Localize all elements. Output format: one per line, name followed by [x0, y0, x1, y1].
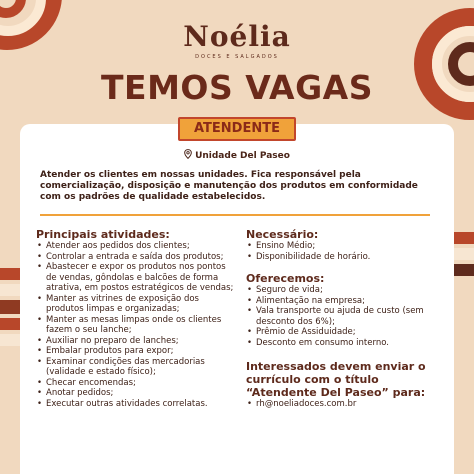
list-item: • Ensino Médio;	[246, 241, 446, 252]
list-item: • Embalar produtos para expor;	[36, 346, 236, 357]
list-item: • Executar outras atividades correlatas.	[36, 399, 236, 410]
brand-name: Noélia	[183, 20, 291, 53]
requirements-title: Necessário:	[246, 228, 319, 241]
requirements-list	[246, 241, 446, 262]
list-item: • Anotar pedidos;	[36, 388, 236, 399]
decorative-stripe	[0, 300, 22, 314]
location	[0, 149, 474, 161]
decorative-stripe	[454, 248, 474, 260]
location-pin-icon	[184, 149, 192, 159]
apply-contact-list	[246, 399, 446, 410]
section-divider	[40, 214, 430, 216]
list-item: • Abastecer e expor os produtos nos pontos de vendas, gôndolas e balcões de forma atrativa, em postos estratégicos de vendas;	[36, 262, 236, 294]
right-column	[246, 228, 446, 410]
list-item: • Disponibilidade de horário.	[246, 252, 446, 263]
list-item: • Checar encomendas;	[36, 378, 236, 389]
brand-logo	[0, 20, 474, 60]
list-item: • Seguro de vida;	[246, 285, 446, 296]
decorative-stripe	[0, 284, 22, 296]
list-item: • Atender aos pedidos dos clientes;	[36, 241, 236, 252]
list-item: • Examinar condições das mercadorias (validade e estado físico);	[36, 357, 236, 378]
decorative-stripe	[0, 268, 22, 280]
activities-section	[36, 228, 236, 409]
decorative-stripe	[454, 264, 474, 276]
headline: TEMOS VAGAS	[101, 68, 373, 107]
list-item: • Manter as vitrines de exposição dos produtos limpas e organizadas;	[36, 294, 236, 315]
activities-list	[36, 241, 236, 409]
list-item: • Auxiliar no preparo de lanches;	[36, 336, 236, 347]
activities-title: Principais atividades:	[36, 228, 170, 241]
apply-email[interactable]: • rh@noeliadoces.com.br	[246, 399, 446, 410]
brand-tagline: DOCES E SALGADOS	[195, 54, 279, 60]
decorative-stripe	[0, 334, 22, 346]
decorative-stripe	[0, 318, 22, 330]
offers-title: Oferecemos:	[246, 272, 325, 285]
list-item: • Alimentação na empresa;	[246, 296, 446, 307]
list-item: • Desconto em consumo interno.	[246, 338, 446, 349]
job-description: Atender os clientes em nossas unidades. Fica responsável pela comercialização, disposição e manutenção dos produtos em conformidade com os padrões de qualidade estabelecidos.	[40, 170, 418, 202]
list-item: • Controlar a entrada e saída dos produtos;	[36, 252, 236, 263]
list-item: • Vala transporte ou ajuda de custo (sem desconto dos 6%);	[246, 306, 446, 327]
decorative-stripe	[454, 232, 474, 244]
position-badge: ATENDENTE	[178, 117, 296, 141]
apply-instructions: Interessados devem enviar o currículo com o título “Atendente Del Paseo” para:	[246, 360, 426, 399]
list-item: • Prêmio de Assiduidade;	[246, 327, 446, 338]
list-item: • Manter as mesas limpas onde os clientes fazem o seu lanche;	[36, 315, 236, 336]
location-label: Unidade Del Paseo	[195, 151, 290, 161]
offers-list	[246, 285, 446, 348]
